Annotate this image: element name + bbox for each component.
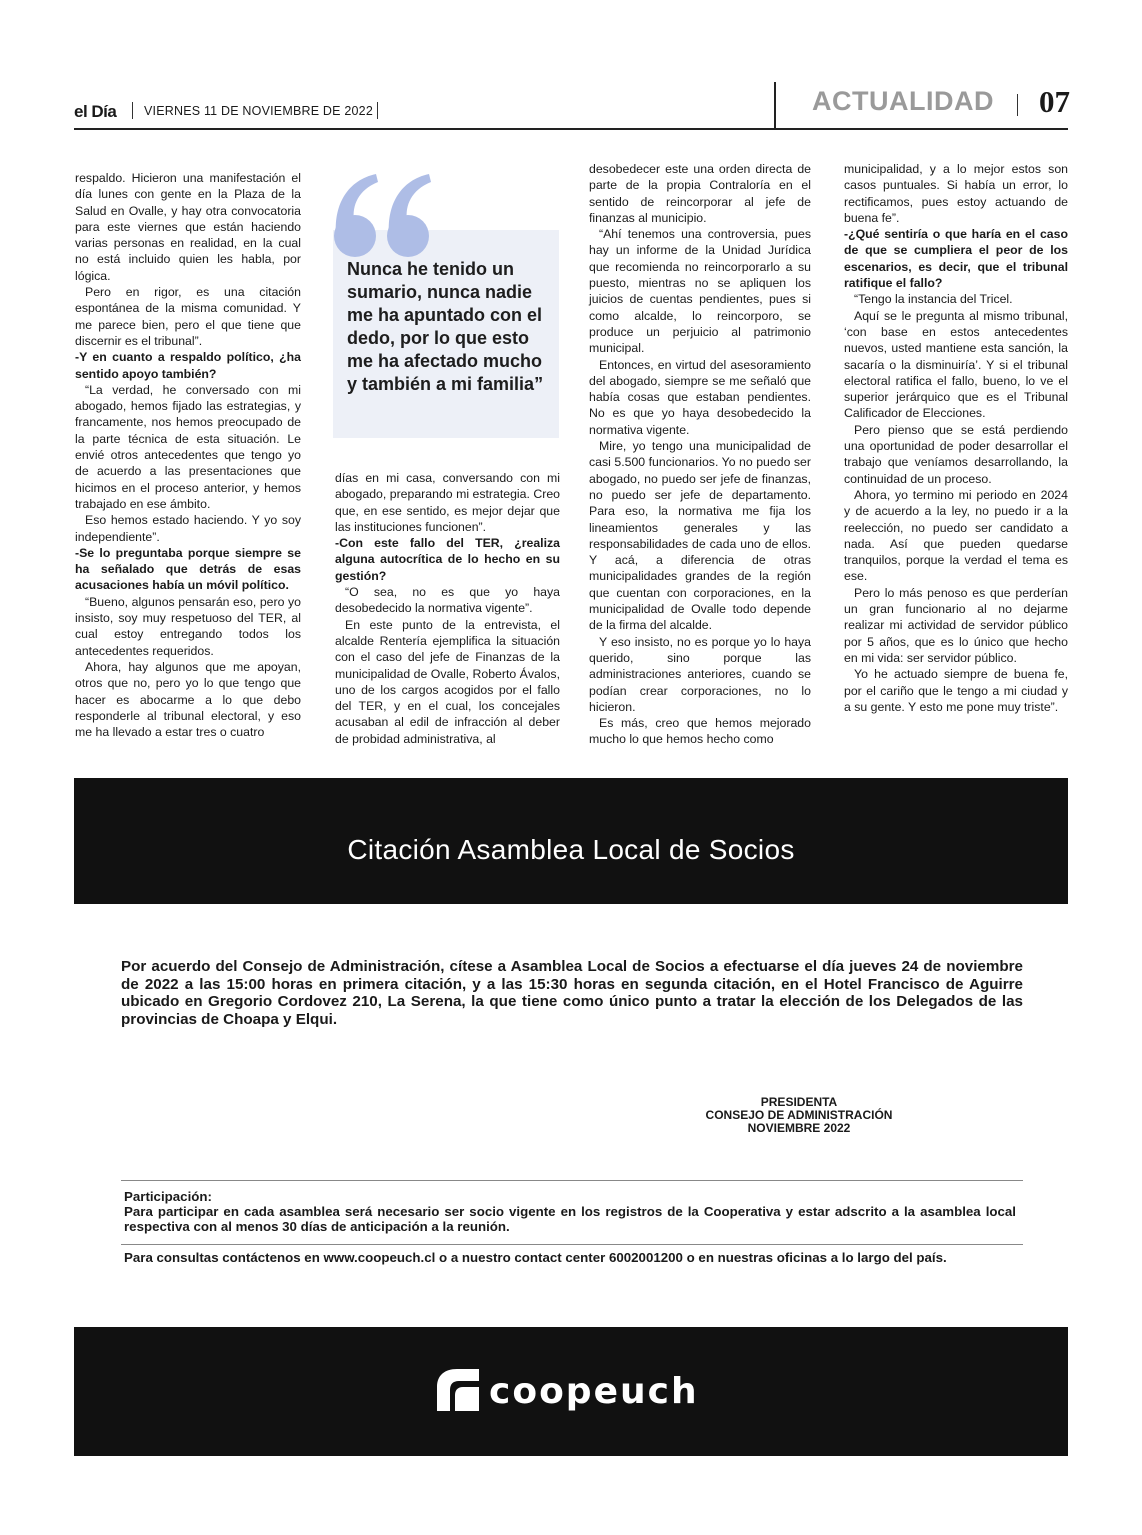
paragraph: Es más, creo que hemos mejorado mucho lo que hemos hecho como: [589, 716, 811, 747]
ad-banner: [74, 778, 1068, 904]
paragraph: Pero en rigor, es una citación espontánea de la misma comunidad. Y me parece bien, pero el que tiene que discernir es el tribunal”.: [75, 285, 301, 348]
ad-notice-text: Por acuerdo del Consejo de Administración, cítese a Asamblea Local de Socios a efectuarse el día jueves 24 de noviembre de 2022 a las 15:00 horas en primera citación, y a las 15:30 horas en segunda citación, en el Hotel Francisco de Aguirre ubicado en Gregorio Cordovez 210, La Serena, la que tiene como único punto a tratar la elección de los Delegados de las provincias de Choapa y Elqui.: [121, 958, 1023, 1028]
article-column-1: [75, 170, 301, 740]
paragraph: En este punto de la entrevista, el alcalde Rentería ejemplifica la situación con el caso del jefe de Finanzas de la municipalidad de Ovalle, Roberto Ávalos, uno de los cargos acogidos por el fallo del TER, y en el cual, los concejales acusaban al edil de infracción al deber de probidad administrativa, al: [335, 617, 560, 746]
paragraph: Aquí se le pregunta al mismo tribunal, ‘con base en estos antecedentes nuevos, usted mantiene esta sanción, la sacaría o la disminuiría’. Y si el tribunal electoral ratifica el fallo, bueno, lo ve el superior jerárquico que es el Tribunal Calificador de Elecciones.: [844, 308, 1068, 421]
paragraph: Ahora, hay algunos que me apoyan, otros que no, pero yo lo que tengo que hacer es abocarme a lo que debo responderle al tribunal electoral, y eso me ha llevado a estar tres o cuatro: [75, 659, 301, 740]
quote-mark-icon: [330, 166, 440, 266]
paragraph: “Ahí tenemos una controversia, pues hay un informe de la Unidad Jurídica que recomienda no reincorporarlo a su puesto, mientras no se apliquen los juicios de cuentas pendientes, pues si como alcalde, lo reincorporo, se produce un perjuicio al patrimonio municipal.: [589, 227, 811, 356]
paragraph: respaldo. Hicieron una manifestación el día lunes con gente en la Plaza de la Salud en Ovalle, y hay otra convocatoria para este viernes que están haciendo varias personas en realidad, en la cual no está incluido quien les habla, por lógica.: [75, 171, 301, 283]
paragraph: Y eso insisto, no es porque yo lo haya querido, sino porque las administraciones anteriores, cuando se podían crear corporaciones, no lo hicieron.: [589, 634, 811, 714]
paragraph: Mire, yo tengo una municipalidad de casi 5.500 funcionarios. Yo no puedo ser abogado, no puedo ser jefe de finanzas, no puedo ser jefe de departamento. Para eso, la normativa me fija los lineamientos generales y las responsabilidades de cada uno de ellos. Y acá, a diferencia de otras municipalidades grandes de la región que cuentan con corporaciones, en la municipalidad de Ovalle todo depende de la firma del alcalde.: [589, 439, 811, 633]
paragraph: desobedecer este una orden directa de parte de la propia Contraloría en el sentido de reincorporar al jefe de finanzas al municipio.: [589, 162, 811, 225]
divider: [121, 1180, 1023, 1181]
paragraph: días en mi casa, conversando con mi abogado, preparando mi estrategia. Creo que, en ese sentido, es mejor dejar que las instituciones funcionen”.: [335, 471, 560, 534]
paragraph: “Tengo la instancia del Tricel.: [854, 292, 1013, 307]
article-column-2: [335, 470, 560, 747]
paragraph: Entonces, en virtud del asesoramiento del abogado, siempre se me señaló que había cosas que estaban pendientes. No es que yo haya desobedecido la normativa vigente.: [589, 357, 811, 437]
paragraph: “La verdad, he conversado con mi abogado, hemos fijado las estrategias, y francamente, nos hemos preocupado de la parte técnica de esta situación. Le envié otros antecedentes que tengo yo de acuerdo a las presentaciones que hicimos en el proceso anterior, y hemos trabajado en ese ámbito.: [75, 382, 301, 511]
signature-line: NOVIEMBRE 2022: [747, 1121, 851, 1135]
header-vertical-rule: [774, 82, 776, 130]
ad-signature: [670, 1096, 928, 1135]
coopeuch-logo: [433, 1363, 713, 1417]
newspaper-brand: el Día: [74, 102, 117, 121]
divider: [121, 1244, 1023, 1245]
pull-quote-text: Nunca he tenido un sumario, nunca nadie me ha apuntado con el dedo, por lo que esto me ha afectado mucho y también a mi familia”: [347, 259, 544, 394]
header-separator: [377, 102, 378, 119]
coopeuch-logo-icon: [433, 1365, 483, 1415]
paragraph: “O sea, no es que yo haya desobedecido la normativa vigente”.: [335, 585, 560, 616]
paragraph: Yo he actuado siempre de buena fe, por el cariño que le tengo a mi ciudad y a su gente. Y esto me pone muy triste”.: [844, 667, 1068, 714]
participation-heading: Participación:: [124, 1189, 212, 1204]
interview-question: -¿Qué sentiría o que haría en el caso de que se cumpliera el peor de los escenarios, es decir, que el tribunal ratifique el fallo?: [844, 227, 1068, 291]
article-column-3: [589, 161, 811, 748]
interview-question: -Con este fallo del TER, ¿realiza alguna autocrítica de lo hecho en su gestión?: [335, 536, 560, 583]
ad-footer: [74, 1327, 1068, 1456]
ad-title: Citación Asamblea Local de Socios: [347, 834, 795, 865]
page-header: [74, 82, 1068, 130]
paragraph: municipalidad, y a lo mejor estos son casos puntuales. Si había un error, lo rectificamos, pues estoy actuando de buena fe”.: [844, 162, 1068, 225]
header-rule: [74, 128, 1068, 130]
article-column-4: [844, 161, 1068, 715]
interview-question: -Y en cuanto a respaldo político, ¿ha sentido apoyo también?: [75, 350, 301, 381]
paragraph: Eso hemos estado haciendo. Y yo soy independiente”.: [75, 513, 301, 544]
header-separator: [132, 102, 133, 119]
page-number: 07: [1039, 84, 1070, 119]
issue-date: VIERNES 11 DE NOVIEMBRE DE 2022: [144, 104, 373, 118]
paragraph: Ahora, yo termino mi periodo en 2024 y de acuerdo a la ley, no puedo ir a la reelección, no puedo ser candidato a nada. Así que pueden quedarse tranquilos, porque la verdad el tema es ese.: [844, 487, 1068, 584]
participation-text: Para participar en cada asamblea será necesario ser socio vigente en los registros de la Cooperativa y estar adscrito a la asamblea local respectiva con al menos 30 días de anticipación a la reunión.: [124, 1204, 1016, 1234]
header-separator: [1017, 94, 1018, 116]
signature-line: PRESIDENTA: [760, 1095, 838, 1109]
logo-wordmark: coopeuch: [489, 1371, 699, 1412]
paragraph: “Bueno, algunos pensarán eso, pero yo insisto, soy muy respetuoso del TER, al cual estoy entregando todos los antecedentes requeridos.: [75, 594, 301, 658]
contact-text: Para consultas contáctenos en www.coopeuch.cl o a nuestro contact center 6002001200 o en nuestras oficinas a lo largo del país.: [124, 1250, 947, 1265]
section-name: ACTUALIDAD: [812, 86, 994, 116]
paragraph: Pero lo más penoso es que perderían un gran funcionario al no dejarme realizar mi actividad de servidor público por 5 años, que es lo único que hecho en mi vida: ser servidor público.: [844, 585, 1068, 665]
paragraph: Pero pienso que se está perdiendo una oportunidad de poder desarrollar el trabajo que veníamos desarrollando, la continuidad de un proceso.: [844, 422, 1068, 486]
interview-question: -Se lo preguntaba porque siempre se ha señalado que detrás de esas acusaciones había un móvil político.: [75, 545, 301, 593]
signature-line: CONSEJO DE ADMINISTRACIÓN: [705, 1108, 893, 1122]
